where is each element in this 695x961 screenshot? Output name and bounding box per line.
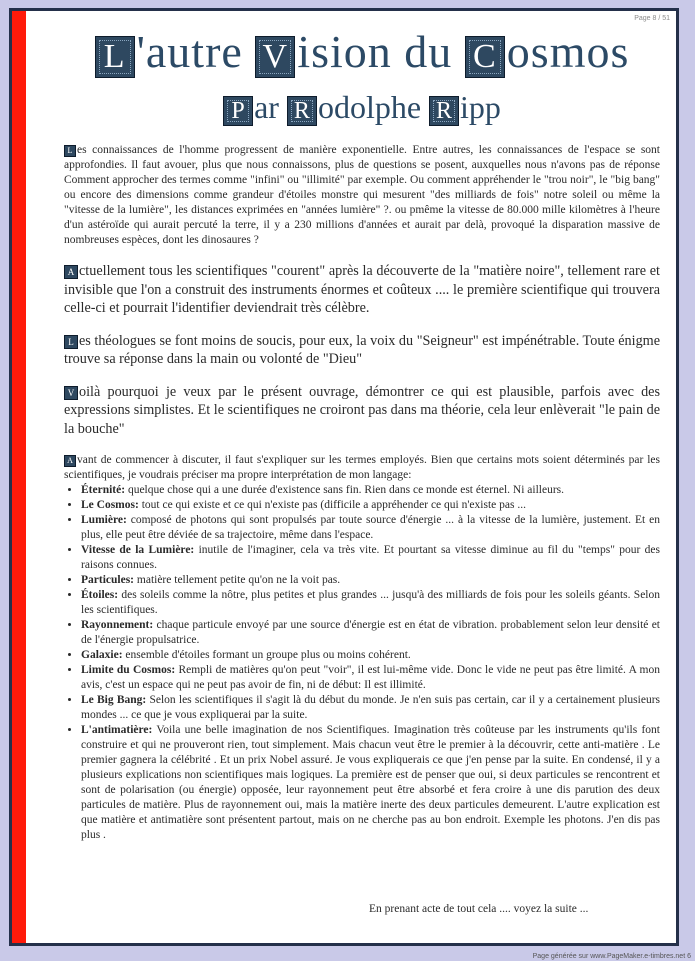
definition-text: Selon les scientifiques il s'agit là du début du monde. Je n'en suis pas certain, car il y a certainement plusieurs mondes ... ce que je vous expliquerai par la suite. xyxy=(81,694,660,721)
author-part-2: odolphe xyxy=(317,89,430,125)
definition-item xyxy=(81,648,660,663)
author-initial-2: R xyxy=(287,96,317,126)
title-part-2: ision du xyxy=(297,26,465,77)
definition-item xyxy=(81,618,660,648)
definition-text: chaque particule envoyé par une source d'énergie est en état de vibration. probablement selon leur densité et de l'énergie propulsatrice. xyxy=(81,619,660,646)
definition-term: Lumière: xyxy=(81,514,127,526)
definition-text: matière tellement petite qu'on ne la voit pas. xyxy=(134,574,341,586)
definition-term: Vitesse de la Lumière: xyxy=(81,544,195,556)
paragraph-text: vant de commencer à discuter, il faut s'expliquer sur les termes employés. Bien que certains mots soient déterminés par les scientifiques, je voudrais préciser ma propre interprétation de mon langage: xyxy=(64,454,660,481)
definition-item xyxy=(81,663,660,693)
closing-line: En prenant acte de tout cela .... voyez la suite ... xyxy=(369,903,589,915)
definition-text: tout ce qui existe et ce qui n'existe pas (difficile a appréhender ce qui n'existe pas ... xyxy=(138,499,526,511)
author-initial-3: R xyxy=(429,96,459,126)
definition-text: ensemble d'étoiles formant un groupe plus ou moins cohérent. xyxy=(122,649,411,661)
paragraph-initial: L xyxy=(64,335,78,349)
paragraph-theologians xyxy=(64,332,660,369)
definition-item xyxy=(81,588,660,618)
definition-item xyxy=(81,693,660,723)
paragraph-intro xyxy=(64,143,660,248)
title-part-3: osmos xyxy=(506,26,630,77)
paragraph-initial: A xyxy=(64,455,76,467)
title-initial-1: L xyxy=(95,36,135,78)
definition-text: Rempli de matières qu'on peut "voir", il est lui-même vide. Donc le vide ne peut pas être limité. A mon avis, c'est un espace qui ne peut pas avoir de fin, ni de début: Il est illimité. xyxy=(81,664,660,691)
definitions-list xyxy=(64,483,660,843)
paragraph-initial: A xyxy=(64,265,78,279)
page-frame xyxy=(9,8,679,946)
definition-item xyxy=(81,513,660,543)
page-title xyxy=(64,23,660,81)
paragraph-initial: V xyxy=(64,386,78,400)
definition-item xyxy=(81,483,660,498)
paragraph-initial: L xyxy=(64,145,76,157)
title-initial-2: V xyxy=(255,36,295,78)
paragraph-purpose xyxy=(64,383,660,439)
title-initial-3: C xyxy=(465,36,505,78)
author-part-1: ar xyxy=(254,89,287,125)
paragraph-text: es connaissances de l'homme progressent de manière exponentielle. Entre autres, les connaissances de l'espace se sont approfondies. Il faut avouer, plus que nous connaissons, plus de questions se posent, auxquelles nous n'avons pas de réponse Comment approcher des termes comme "infini" ou "illimité" par exemple. Ou comment appréhender le "trou noir", le "big bang" ou encore des dimensions comme grandeur d'étoiles monstre qui mesurent "des milliards de fois" notre soleil ou même la "vitesse de la lumière", les distances exprimées en "années lumière" ?. ou pmême la vitesse de 80.000 mille kilomètres à l'heure d'un astéroïde qui aurait percuté la terre, il y a 230 millions d'années et aurait par delà, provoqué la disparation massive de nombreuses espèces, dont les dinosaures ? xyxy=(64,144,660,246)
author-part-3: ipp xyxy=(460,89,501,125)
definition-text: composé de photons qui sont propulsés par toute source d'énergie ... à la vitesse de la lumière, justement. Et en plus, elle peut être déviée de sa trajectoire, même dans l'espace. xyxy=(81,514,660,541)
definition-term: Éternité: xyxy=(81,484,126,496)
red-margin-bar xyxy=(12,11,26,943)
definition-term: Limite du Cosmos: xyxy=(81,664,176,676)
page-number: Page 8 / 51 xyxy=(634,15,670,22)
paragraph-text: ctuellement tous les scientifiques "courent" après la découverte de la "matière noire", tellement rare et invisible que l'on a construit des instruments énormes et coûteux .... le première scientifique qui trouvera celle-ci et pourrait l'identifier deviendrait très célèbre. xyxy=(64,263,660,316)
definition-term: Le Cosmos: xyxy=(81,499,139,511)
paragraph-dark-matter xyxy=(64,262,660,318)
definition-item xyxy=(81,498,660,513)
definition-term: Le Big Bang: xyxy=(81,694,147,706)
definition-term: Étoiles: xyxy=(81,589,119,601)
definition-text: quelque chose qui a une durée d'existence sans fin. Rien dans ce monde est éternel. Ni ailleurs. xyxy=(125,484,565,496)
definition-term: Rayonnement: xyxy=(81,619,154,631)
definition-item xyxy=(81,573,660,588)
author-line xyxy=(64,85,660,129)
paragraph-text: oilà pourquoi je veux par le présent ouvrage, démontrer ce qui est plausible, parfois avec des expressions simplistes. Et le scientifiques ne croiront pas dans ma théorie, cela leur enlèverait "le pain de la bouche" xyxy=(64,383,660,437)
definition-term: Galaxie: xyxy=(81,649,123,661)
author-initial-1: P xyxy=(223,96,253,126)
definition-term: Particules: xyxy=(81,574,135,586)
page-content xyxy=(64,23,660,843)
footer-credit: Page générée sur www.PageMaker.e-timbres.net 6 xyxy=(532,953,691,960)
paragraph-text: es théologues se font moins de soucis, pour eux, la voix du "Seigneur" est impénétrable. Toute énigme trouve sa réponse dans la main ou volonté de "Dieu" xyxy=(64,332,660,367)
definition-item xyxy=(81,723,660,843)
definition-text: Voila une belle imagination de nos Scientifiques. Imagination très coûteuse par les instruments qu'ils font construire et qui ne prouveront rien, tout simplement. Mais chacun veut être le premier à la découvrir, cette anti-matière . Le premier gagnera la célébrité . Et un prix Nobel assuré. Je vous expliquerais ce que j'en pense par la suite. En condensé, il y a plusieurs explications non scientifiques mais logiques. La première est de penser que oui, si deux particules se rencontrent et sont de polarisation (ou énergie) opposée, leur rayonnement peut être absorbé et fera croire à une dis parution des deux particules de matière. Plus de rayonnement oui, mais la matière inerte des deux particules demeurent. L'autre explication est que matière et antimatière sont présentent partout, mais on ne cherche pas au bon endroit. Exemple les photons. J'en dis pas plus . xyxy=(81,724,660,841)
definition-text: inutile de l'imaginer, cela va très vite. Et pourtant sa vitesse diminue au fil du "temps" pour des raisons connues. xyxy=(81,544,660,571)
paragraph-terms-intro xyxy=(64,453,660,483)
definition-text: des soleils comme la nôtre, plus petites et plus grandes ... jusqu'à des milliards de fois pour les soleils géants. Selon les scientifiques. xyxy=(81,589,660,616)
title-part-1: 'autre xyxy=(136,26,256,77)
definition-term: L'antimatière: xyxy=(81,724,153,736)
definition-item xyxy=(81,543,660,573)
